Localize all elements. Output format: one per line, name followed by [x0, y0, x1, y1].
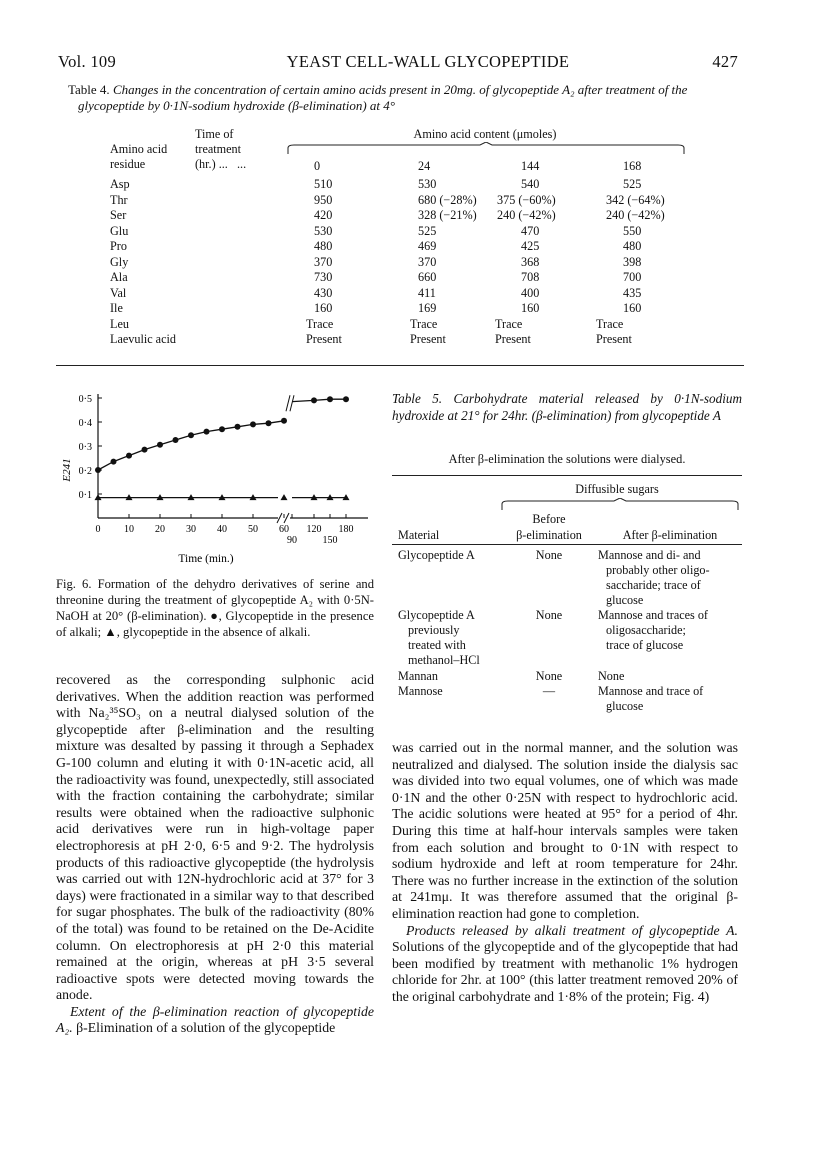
volume-number: Vol. 109 [58, 52, 117, 71]
data-point-alkali [204, 429, 210, 435]
data-point-alkali [111, 459, 117, 465]
table4-time-144: 144 [521, 159, 540, 173]
series-alkali-line [98, 421, 284, 470]
right-column [392, 740, 738, 1006]
table4-cell: 240 (−42%) [497, 208, 556, 222]
table4-residue: Ile [110, 301, 123, 315]
table5-after [598, 669, 740, 684]
table5-before: None [535, 608, 563, 622]
table5-header-rule [392, 544, 742, 545]
x-tick-label-lower: 90 [287, 535, 297, 546]
table4-time-24: 24 [418, 159, 431, 173]
table4-row [0, 239, 816, 254]
table4-row [0, 332, 816, 347]
table4-cell: 370 [314, 254, 333, 269]
x-axis-label: Time (min.) [178, 553, 234, 565]
table5-group-header: Diffusible sugars [575, 482, 659, 496]
data-point-alkali [219, 426, 225, 432]
left-paragraph-2-text: β-Elimination of a solution of the glycopeptide [76, 1020, 336, 1036]
data-point-alkali [266, 420, 272, 426]
x-tick-label: 30 [186, 524, 196, 535]
table4-time-header-row [0, 159, 816, 175]
table5-material-line: previously [408, 623, 460, 637]
table4-cell: Trace [596, 316, 624, 331]
table4-cell: Present [596, 332, 632, 346]
table5-after-line: glucose [606, 699, 644, 713]
table4-col-content: Amino acid content (μmoles) [413, 127, 557, 141]
data-point-alkali [343, 396, 349, 402]
x-tick-label: 120 [306, 524, 322, 535]
table5-brace [500, 498, 740, 512]
x-tick-label: 0 [95, 524, 101, 535]
table4-cell: 430 [314, 285, 333, 300]
data-point-alkali [95, 467, 101, 473]
x-tick-label: 40 [217, 524, 227, 535]
x-tick-label: 20 [155, 524, 165, 535]
figure6-chart [56, 388, 386, 568]
table5-after-line: Mannose and trace of [598, 684, 704, 698]
table4-row [0, 255, 816, 270]
table5-material [398, 669, 508, 684]
table4-cell: 342 (−64%) [606, 192, 665, 207]
y-tick-label: 0·4 [78, 418, 92, 429]
table4-cell: 510 [314, 177, 333, 191]
table5-after-line: None [598, 669, 625, 683]
table4-cell: 525 [418, 223, 437, 238]
x-tick-label: 10 [124, 524, 134, 535]
table4-col-time-line2: treatment [195, 142, 242, 156]
table4-row [0, 270, 816, 285]
y-tick-label: 0·3 [78, 442, 92, 453]
table4-cell: Trace [495, 316, 523, 331]
data-point-alkali [157, 442, 163, 448]
table5-material-line: Glycopeptide A [398, 608, 475, 622]
table4-cell: 950 [314, 192, 333, 207]
table4-cell: 470 [521, 223, 540, 238]
x-tick-label: 60 [279, 524, 289, 535]
y-tick-label: 0·1 [78, 490, 92, 501]
table4-cell: 540 [521, 177, 540, 191]
table5-caption [392, 390, 742, 424]
table4-cell: 480 [314, 239, 333, 253]
left-paragraph-2-heading: Extent of the β-elimination reaction of glycopeptide A₂. [56, 1003, 374, 1036]
section-rule [56, 365, 744, 366]
y-tick-label: 0·5 [78, 394, 92, 405]
table5-after [598, 608, 740, 653]
table5-before: None [535, 548, 563, 562]
left-paragraph-2 [56, 1004, 374, 1037]
table4-residue: Val [110, 285, 127, 300]
table5-before: — [542, 684, 556, 698]
table4-row [0, 193, 816, 208]
data-point-alkali [126, 453, 132, 459]
table4-time-0: 0 [314, 159, 321, 173]
right-paragraph-2 [392, 923, 738, 1006]
table4-row [0, 317, 816, 332]
data-point-alkali [281, 418, 287, 424]
left-paragraph-1: recovered as the corresponding sulphonic acid derivatives. When the addition reaction was performed with Na₂³⁵SO₃ on a neutral dialysed solution of the glycopeptide after β-elimination and the resulting mixture was desalted by passing it through a Sephadex G-100 column and eluting it with 0·1N-acetic acid, all the radioactivity was found, unexpectedly, still associated with the fraction containing the carbohydrate; similar results were obtained when the radioactive sulphonic acid derivatives were run in high-voltage paper electrophoresis at pH 2·0, 6·5 and 9·2. The hydrolysis products of this radioactive glycopeptide (the hydrolysis was carried out with 12N-hydrochloric acid at 37° for 3 days) were fractionated in a similar way to that described for sugar phosphates. The bulk of the radioactivity (80% of the total) was found to be retained on the De-Acidite column. On electrophoresis at pH 2·0 this material remained at the origin, whereas at pH 3·5 several radioactive spots were detected moving towards the anode. [56, 672, 374, 1003]
table4-cell: 160 [314, 301, 333, 315]
table5-material-line: methanol–HCl [408, 653, 480, 667]
data-point-alkali [250, 421, 256, 427]
table4-row [0, 208, 816, 223]
table4-caption-text: Changes in the concentration of certain amino acids present in 20mg. of glycopeptide A₂ after treatment of the glycopeptide by 0·1N-sodium hydroxide (β-elimination) at 4° [78, 82, 688, 113]
x-tick-label: 180 [338, 524, 354, 535]
table4-cell: Trace [410, 316, 438, 331]
right-paragraph-2-heading: Products released by alkali treatment of glycopeptide A. [406, 922, 738, 938]
table4-cell: 525 [623, 177, 642, 191]
table5-material-line: Mannan [398, 669, 438, 683]
x-tick-label: 50 [248, 524, 258, 535]
data-point-alkali [142, 447, 148, 453]
table4-cell: 550 [623, 223, 642, 238]
x-tick-label-lower: 150 [322, 535, 338, 546]
table4-cell: 480 [623, 239, 642, 253]
data-point-alkali [235, 424, 241, 430]
table4-col-time-line1: Time of [195, 127, 234, 141]
left-column [56, 672, 374, 1037]
table4-label: Table 4. [68, 82, 110, 97]
table4-residue: Leu [110, 316, 129, 331]
table5-after-line: glucose [606, 593, 644, 607]
table5-top-rule [392, 475, 742, 476]
table5-after [598, 548, 740, 608]
table4-cell: 708 [521, 270, 540, 284]
y-tick-label: 0·2 [78, 466, 92, 477]
page-number: 427 [712, 52, 738, 71]
table5-after-line: Mannose and traces of [598, 608, 708, 622]
data-point-alkali [311, 397, 317, 403]
table4-col-time-line3: (hr.) ... ... [195, 157, 247, 171]
table4-cell: 530 [314, 223, 333, 238]
table4-residue: Asp [110, 177, 130, 191]
table4-cell: 660 [418, 270, 437, 284]
table4-cell: 411 [418, 285, 436, 300]
table5-before: None [535, 669, 563, 683]
table4-cell: 370 [418, 254, 437, 269]
journal-running-title: YEAST CELL-WALL GLYCOPEPTIDE [286, 52, 570, 71]
right-paragraph-2-text: Solutions of the glycopeptide and of the glycopeptide that had been modified by treatment with methanolic 1% hydrogen chloride for 2hr. at 100° (this latter treatment removed 20% of the original carbohydrate and 1·8% of the protein; Fig. 4) [392, 939, 738, 1004]
table5-col-after: After β-elimination [622, 528, 718, 542]
table5-material [398, 608, 508, 668]
table4-col-residue-line1: Amino acid [110, 142, 168, 156]
table5-material-line: Mannose [398, 684, 443, 698]
table4-residue: Gly [110, 254, 129, 269]
table4-cell: 425 [521, 239, 540, 253]
table4-cell: 469 [418, 239, 437, 253]
table4-cell: 530 [418, 177, 437, 191]
table4-cell: 435 [623, 285, 642, 300]
data-point-alkali [327, 396, 333, 402]
table4-cell: 730 [314, 270, 333, 284]
table4-residue: Pro [110, 239, 127, 253]
axis-break-mark [277, 513, 289, 523]
table4-cell: 169 [418, 301, 437, 315]
table4-row [0, 224, 816, 239]
table5-material-line: Glycopeptide A [398, 548, 475, 562]
table4-row [0, 177, 816, 192]
table4-row [0, 286, 816, 301]
table4-cell: 240 (−42%) [606, 208, 665, 222]
table5-note: After β-elimination the solutions were dialysed. [448, 452, 686, 466]
running-header [58, 52, 738, 76]
table4-cell: 700 [623, 270, 642, 284]
table4-cell: Present [495, 332, 531, 346]
table4-brace [286, 142, 686, 156]
table4-cell: 680 (−28%) [418, 192, 477, 207]
table5-col-material: Material [398, 528, 440, 542]
table5-after-line: saccharide; trace of [606, 578, 701, 592]
table5-after-line: trace of glucose [606, 638, 684, 652]
table4-cell: 328 (−21%) [418, 208, 477, 222]
table5-after-line: probably other oligo- [606, 563, 710, 577]
table5-after-line: oligosaccharide; [606, 623, 686, 637]
table5-material [398, 548, 508, 563]
table4-cell: Present [306, 332, 342, 346]
table4-residue: Ala [110, 270, 128, 284]
table4-col-residue-line2: residue [110, 157, 146, 171]
table5-material [398, 684, 508, 699]
table4-cell: Trace [306, 316, 334, 331]
table5-col-before-line2: β-elimination [516, 528, 582, 542]
table4-cell: 368 [521, 254, 540, 269]
table4-residue: Glu [110, 223, 129, 238]
data-point-no-alkali [281, 494, 288, 500]
series-alkali-line-continued [292, 399, 346, 401]
table4-residue: Thr [110, 192, 128, 207]
table4-residue: Laevulic acid [110, 332, 176, 346]
table4-row [0, 301, 816, 316]
figure6-caption: Fig. 6. Formation of the dehydro derivatives of serine and threonine during the treatment of glycopeptide A₂ with 0·5N-NaOH at 20° (β-elimination). ●, Glycopeptide in the presence of alkali; ▲, glycopeptide in the absence of alkali. [56, 577, 374, 639]
right-paragraph-1: was carried out in the normal manner, and the solution was neutralized and dialysed. The solution inside the dialysis sac was divided into two equal volumes, one of which was made 0·1N and the other 0·25N with respect to hydrochloric acid. The acidic solutions were heated at 95° for a period of 4hr. During this time at half-hour intervals samples were taken from each solution and brought to 0·1N with respect to sodium hydroxide and left at room temperature for 24hr. There was no further increase in the extinction of the solution at 241mμ. It was therefore assumed that the original β-elimination reaction had gone to completion. [392, 740, 738, 921]
y-axis-label: E241 [61, 458, 73, 482]
table4-cell: 160 [623, 301, 642, 315]
table4-time-168: 168 [623, 159, 642, 173]
table4-cell: Present [410, 332, 446, 346]
table4-cell: 400 [521, 285, 540, 300]
table4-cell: 398 [623, 254, 642, 269]
table5-after-line: Mannose and di- and [598, 548, 701, 562]
line-break-mark [286, 395, 294, 411]
table5-material-line: treated with [408, 638, 466, 652]
table4-cell: 375 (−60%) [497, 192, 556, 207]
data-point-alkali [173, 437, 179, 443]
table5-col-before-line1: Before [532, 512, 566, 526]
table4-cell: 160 [521, 301, 540, 315]
table4-residue: Ser [110, 208, 127, 222]
data-point-alkali [188, 432, 194, 438]
table5-caption-text: Table 5. Carbohydrate material released by 0·1N-sodium hydroxide at 21° for 24hr. (β-elimination) from glycopeptide A [392, 391, 742, 423]
table4-cell: 420 [314, 208, 333, 222]
table4-caption [68, 82, 754, 114]
table5-after [598, 684, 740, 714]
